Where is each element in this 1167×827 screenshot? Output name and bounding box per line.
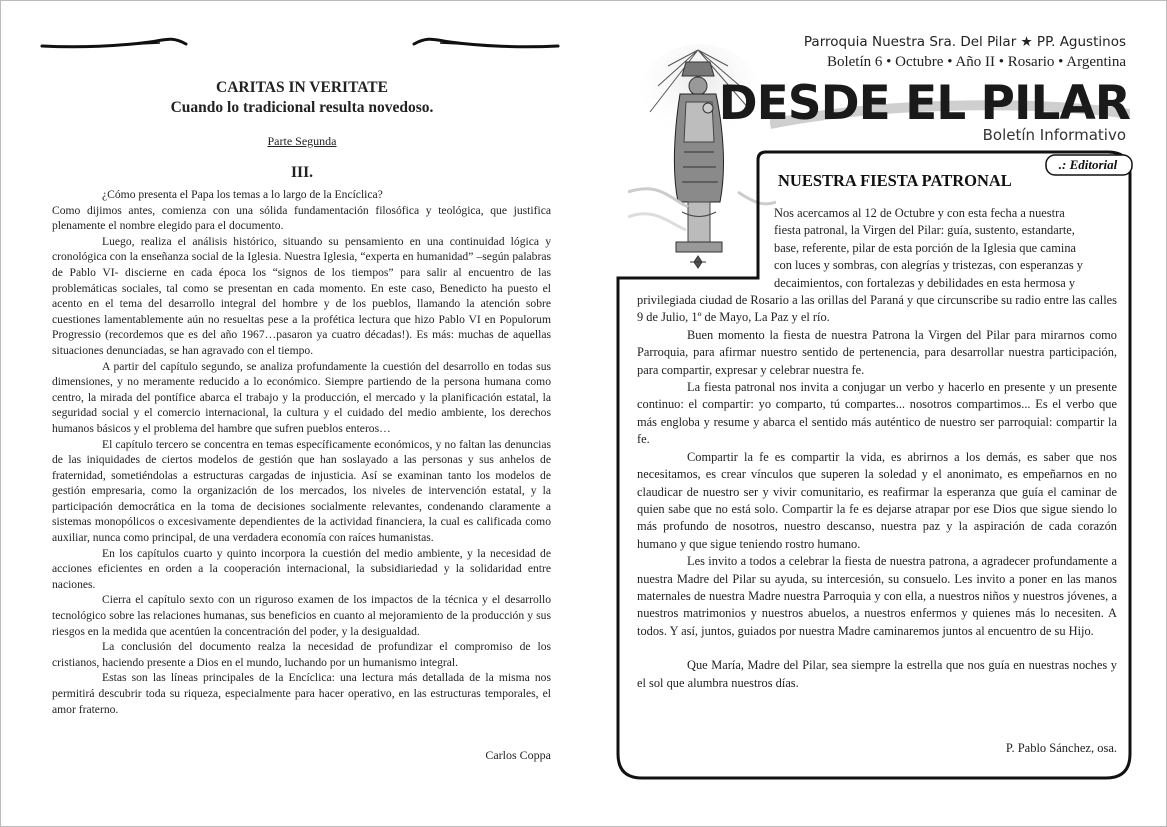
editorial-paragraph: privilegiada ciudad de Rosario a las orillas del Paraná y que circunscribe su radio entre las calles 9 de Julio, 1º de Mayo, La Paz y el río. <box>637 293 1117 325</box>
editorial-line: Nos acercamos al 12 de Octubre y con esta fecha a nuestra <box>774 206 1065 220</box>
editorial-paragraph: Les invito a todos a celebrar la fiesta de nuestra patrona, a agradecer profundamente a nuestra Madre del Pilar su ayuda, su intercesión, su consuelo. Les invito a poner en las manos maternales de nuestra Madre nuestra Parroquia y con ella, a nuestros niños y nuestros jóvenes, a nuestros matrimonios y nuestros abuelos, a nuestros enfermos y quienes más lo necesiten. A todos. Y así, juntos, guiados por nuestra Madre caminaremos juntos al encuentro de su Hijo. <box>637 554 1117 638</box>
editorial-body <box>637 205 1117 692</box>
right-flourish-ornament <box>410 30 560 54</box>
bulletin-info: Boletín 6 • Octubre • Año II • Rosario • Argentina <box>826 54 1126 70</box>
article-subtitle: Cuando lo tradicional resulta novedoso. <box>170 99 434 116</box>
editorial-section-tag: .: Editorial <box>1058 157 1118 172</box>
article-paragraph: En los capítulos cuarto y quinto incorpora la cuestión del medio ambiente, y la necesidad de acciones eficientes en orden a la cooperación internacional, la subsidiariedad y la solidaridad entre naciones. <box>52 546 551 591</box>
editorial-paragraph: La fiesta patronal nos invita a conjugar un verbo y hacerlo en presente y un presente continuo: el compartir: yo comparto, tú compartes... nosotros compartimos... Es el verbo que más engloba y resume y abarca el sentido más auténtico de nuestro ser parroquial: compartir la fe. <box>637 380 1117 447</box>
article-body <box>52 187 551 717</box>
left-flourish-ornament <box>40 30 190 54</box>
masthead-subtitle: Boletín Informativo <box>982 126 1126 144</box>
editorial-line: fiesta patronal, la Virgen del Pilar: guía, sustento, estandarte, <box>774 223 1075 238</box>
article-paragraph: El capítulo tercero se concentra en temas específicamente económicos, y no faltan las denuncias de las iniquidades de ciertos modelos de gestión que han soslayado a las personas y sus anhelos de fraternidad, sometiéndolas a estructuras cargadas de injusticia. Así se examinan tanto los modelos de gestión empresaria, como la organización de los mercados, los niveles de intervención estatal, y la participación democrática en la toma de decisiones socialmente relevantes, condenando claramente a sistemas monopólicos o excesivamente dependientes de la actividad financiera, la cual es calificada como auxiliar, nunca como principal, de una verdadera economía con raíces humanistas. <box>52 437 551 545</box>
masthead-title: DESDE EL PILAR <box>718 76 1130 131</box>
editorial-paragraph: Compartir la fe es compartir la vida, es abrirnos a los demás, es saber que nos necesitamos, es crear vínculos que superen la soledad y el anonimato, es empeñarnos en no claudicar de nuestro ser y vivir comunitario, es reafirmar la esperanza que guía el caminar de quien sabe que no está solo. Compartir la fe es dejarse atrapar por ese Dios que sigue siendo lo más profundo de nosotros, nuestro descanso, nuestra paz y la aspiración de cada corazón humano y que sigue teniendo rostro humano. <box>637 449 1117 551</box>
article-paragraph: Como dijimos antes, comienza con una sólida fundamentación filosófica y teológica, que justifica plenamente el nombre elegido para el documento. <box>52 203 551 233</box>
editorial-author: P. Pablo Sánchez, osa. <box>1005 741 1117 755</box>
article-author: Carlos Coppa <box>485 748 551 762</box>
editorial-closing: Que María, Madre del Pilar, sea siempre la estrella que nos guía en nuestras noches y el sol que alumbra nuestros días. <box>637 658 1117 690</box>
article-paragraph: Luego, realiza el análisis histórico, situando su pensamiento en una continuidad lógica y cronológica con la enseñanza social de la Iglesia. Nuestra Iglesia, “experta en humanidad” –según palabras de Pablo VI- discierne en cada época los “signos de los tiempos” para salir al encuentro de las problemáticas sociales, tal como se presentan en cada momento. En este caso, Benedicto ha puesto el acento en el tema del desarrollo integral del hombre y de los pueblos, llamando la atención sobre cuestiones lamentablemente aún no resueltas pese a la profética lectura que hizo Pablo VI en Populorum Progressio (recordemos que es del año 1967…pasaron ya cuatro décadas!). Es más: muchas de aquellas situaciones denunciadas, se han agravado con el tiempo. <box>52 234 551 357</box>
part-label: Parte Segunda <box>267 134 337 148</box>
editorial-line: decaimientos, con fortalezas y debilidades en esta hermosa y <box>774 275 1076 290</box>
article-paragraph: ¿Cómo presenta el Papa los temas a lo largo de la Encíclica? <box>102 188 383 201</box>
section-number: III. <box>291 164 313 181</box>
editorial-title: NUESTRA FIESTA PATRONAL <box>778 171 1012 190</box>
paragraph-spacer <box>637 640 1117 657</box>
article-paragraph: Estas son las líneas principales de la Encíclica: una lectura más detallada de la misma nos permitirá descubrir toda su riqueza, especialmente para hacer operativo, en las estructuras temporales, el amor fraterno. <box>52 671 551 716</box>
editorial-line: base, referente, pilar de esta porción de la Iglesia que camina <box>774 240 1077 255</box>
article-paragraph: A partir del capítulo segundo, se analiza profundamente la cuestión del desarrollo en todas sus dimensiones, y no meramente reducido a lo económico. Siempre partiendo de la persona humana como centro, la mirada del pontífice abarca el trabajo y la producción, el mercado y la planificación estatal, la seguridad social y el comercio internacional, la cultura y el cuidado del medio ambiente, los derechos humanos básicos y el problema del hambre que sufren pueblos enteros… <box>52 359 551 435</box>
article-paragraph: La conclusión del documento realza la necesidad de profundizar el compromiso de los cristianos, haciendo presente a Dios en el mundo, luchando por un humanismo integral. <box>52 640 551 669</box>
article-title: CARITAS IN VERITATE <box>216 79 388 96</box>
editorial-line: con luces y sombras, con alegrías y tristezas, con esperanzas y <box>774 258 1083 273</box>
article-paragraph: Cierra el capítulo sexto con un riguroso examen de los impactos de la técnica y el desarrollo tecnológico sobre las relaciones humanas, sus beneficios en cuanto al mejoramiento de la producción y sus riesgos en la medida que acentúen la concentración del poder, y la desigualdad. <box>52 593 551 638</box>
editorial-paragraph: Buen momento la fiesta de nuestra Patrona la Virgen del Pilar para mirarnos como Parroquia, para afirmar nuestro sentido de pertenencia, para desarrollar nuestra participación, para compartir, expresar y celebrar nuestra fe. <box>637 327 1117 377</box>
parish-name: Parroquia Nuestra Sra. Del Pilar ★ PP. Agustinos <box>803 34 1126 50</box>
